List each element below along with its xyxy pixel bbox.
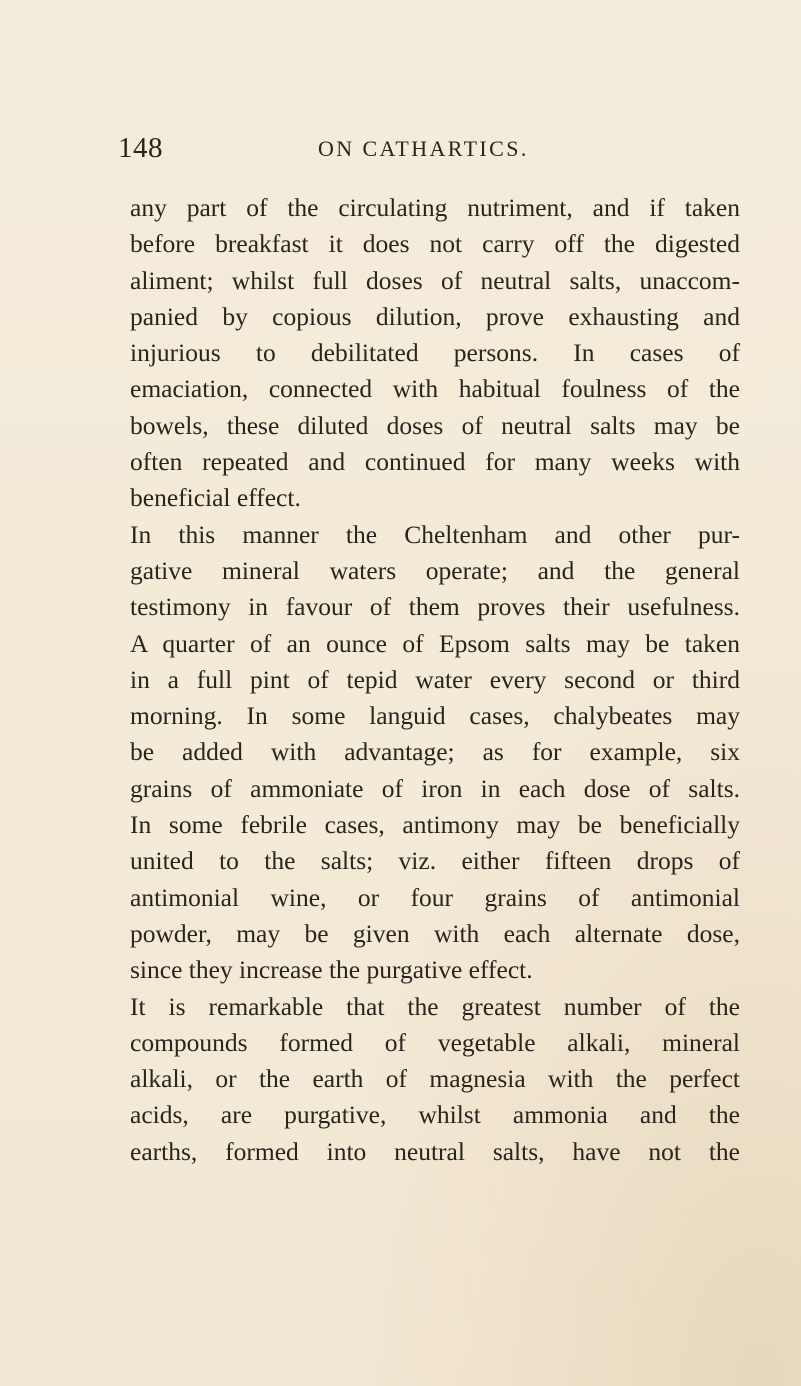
text-line: bowels, these diluted doses of neutral salts may be — [130, 410, 740, 440]
text-line: in a full pint of tepid water every second or third — [130, 664, 740, 694]
text-line: compounds formed of vegetable alkali, mineral — [130, 1027, 740, 1057]
text-line: alkali, or the earth of magnesia with the perfect — [130, 1064, 740, 1094]
text-line: emaciation, connected with habitual foulness of the — [130, 374, 740, 404]
text-line: be added with advantage; as for example, six — [130, 737, 740, 767]
text-line: injurious to debilitated persons. In cases of — [130, 338, 740, 368]
text-line: A quarter of an ounce of Epsom salts may be taken — [130, 628, 740, 658]
page-header — [118, 132, 738, 168]
text-line: panied by copious dilution, prove exhausting and — [130, 301, 740, 331]
text-line: testimony in favour of them proves their usefulness. — [130, 592, 740, 622]
text-line: before breakfast it does not carry off the digested — [130, 229, 740, 259]
text-line: It is remarkable that the greatest number of the — [130, 991, 740, 1021]
text-line: antimonial wine, or four grains of antimonial — [130, 882, 740, 912]
text-line: gative mineral waters operate; and the general — [130, 555, 740, 585]
text-line: powder, may be given with each alternate dose, — [130, 918, 740, 948]
text-line: morning. In some languid cases, chalybeates may — [130, 701, 740, 731]
page-number: 148 — [118, 132, 163, 164]
text-line: since they increase the purgative effect. — [130, 955, 533, 985]
text-line: earths, formed into neutral salts, have not the — [130, 1136, 740, 1166]
text-line: acids, are purgative, whilst ammonia and the — [130, 1100, 740, 1130]
running-title: ON CATHARTICS. — [318, 136, 529, 161]
text-line: grains of ammoniate of iron in each dose of salts. — [130, 773, 740, 803]
body-text — [130, 190, 740, 1170]
text-line: often repeated and continued for many weeks with — [130, 447, 740, 477]
text-line: In some febrile cases, antimony may be beneficially — [130, 810, 740, 840]
text-line: any part of the circulating nutriment, and if taken — [130, 193, 740, 222]
text-line: united to the salts; viz. either fifteen drops of — [130, 846, 740, 876]
text-line: beneficial effect. — [130, 483, 301, 513]
text-line: In this manner the Cheltenham and other pur- — [130, 519, 740, 549]
text-line: aliment; whilst full doses of neutral salts, unaccom- — [130, 265, 740, 295]
